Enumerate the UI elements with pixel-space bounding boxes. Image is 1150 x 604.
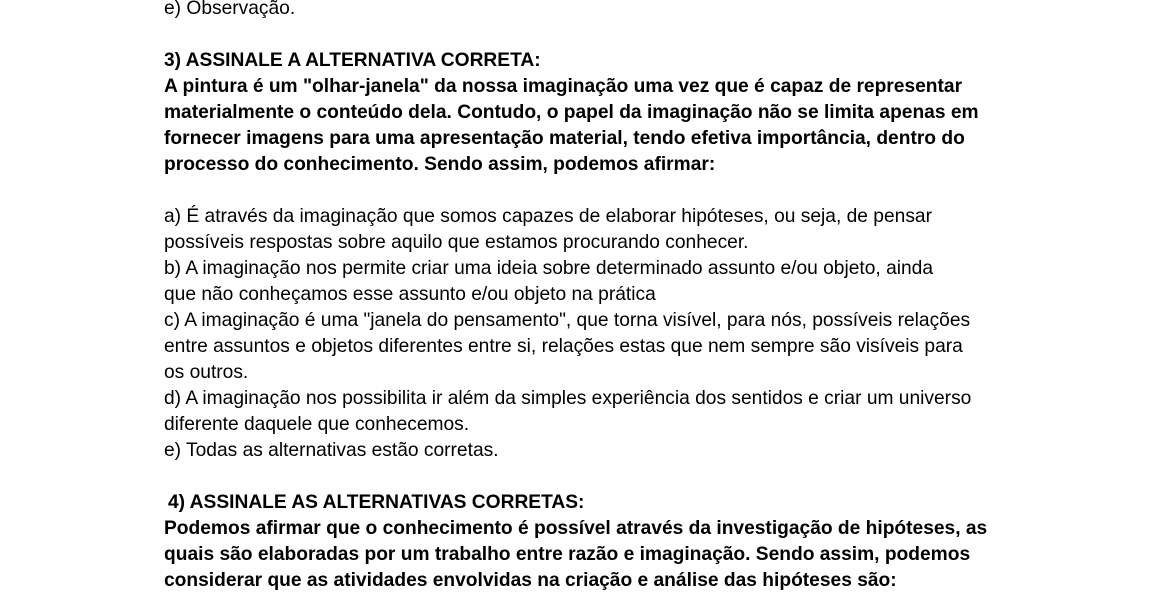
- question-3-option-b: [164, 256, 1004, 308]
- spacer: [164, 22, 1004, 48]
- question-3-option-e: [164, 438, 1004, 464]
- document-page: [164, 0, 1004, 594]
- previous-option-e: e) Observação.: [164, 0, 296, 19]
- question-3-option-d: [164, 386, 1004, 438]
- option-line: d) A imaginação nos possibilita ir além da simples experiência dos sentidos e criar um universo: [164, 388, 972, 409]
- question-3: [164, 48, 1004, 464]
- question-3-statement-line: materialmente o conteúdo dela. Contudo, o papel da imaginação não se limita apenas em: [164, 102, 979, 123]
- question-3-option-a: [164, 204, 1004, 256]
- spacer: [164, 464, 1004, 490]
- option-line: e) Todas as alternativas estão corretas.: [164, 440, 499, 461]
- question-4: [164, 490, 1004, 594]
- question-4-statement-line: Podemos afirmar que o conhecimento é possível através da investigação de hipóteses, as: [164, 518, 988, 539]
- option-line: diferente daquele que conhecemos.: [164, 414, 470, 435]
- question-3-option-c: [164, 308, 1004, 386]
- question-3-statement-line: processo do conhecimento. Sendo assim, podemos afirmar:: [164, 154, 716, 175]
- option-line: os outros.: [164, 362, 249, 383]
- option-line: possíveis respostas sobre aquilo que estamos procurando conhecer.: [164, 232, 749, 253]
- option-line: entre assuntos e objetos diferentes entre si, relações estas que nem sempre são visíveis para: [164, 336, 963, 357]
- question-3-statement-line: A pintura é um "olhar-janela" da nossa imaginação uma vez que é capaz de representar: [164, 76, 963, 97]
- option-line: a) É através da imaginação que somos capazes de elaborar hipóteses, ou seja, de pensar: [164, 206, 932, 227]
- question-4-heading: 4) ASSINALE AS ALTERNATIVAS CORRETAS:: [168, 492, 585, 513]
- question-4-statement-line: quais são elaboradas por um trabalho entre razão e imaginação. Sendo assim, podemos: [164, 544, 971, 565]
- option-line: b) A imaginação nos permite criar uma ideia sobre determinado assunto e/ou objeto, ainda: [164, 258, 934, 279]
- question-3-statement-line: fornecer imagens para uma apresentação material, tendo efetiva importância, dentro do: [164, 128, 965, 149]
- question-4-statement-line: considerar que as atividades envolvidas na criação e análise das hipóteses são:: [164, 570, 897, 591]
- option-line: que não conheçamos esse assunto e/ou objeto na prática: [164, 284, 656, 305]
- option-line: c) A imaginação é uma "janela do pensamento", que torna visível, para nós, possíveis relações: [164, 310, 971, 331]
- question-3-heading: 3) ASSINALE A ALTERNATIVA CORRETA:: [164, 50, 541, 71]
- spacer: [164, 178, 1004, 204]
